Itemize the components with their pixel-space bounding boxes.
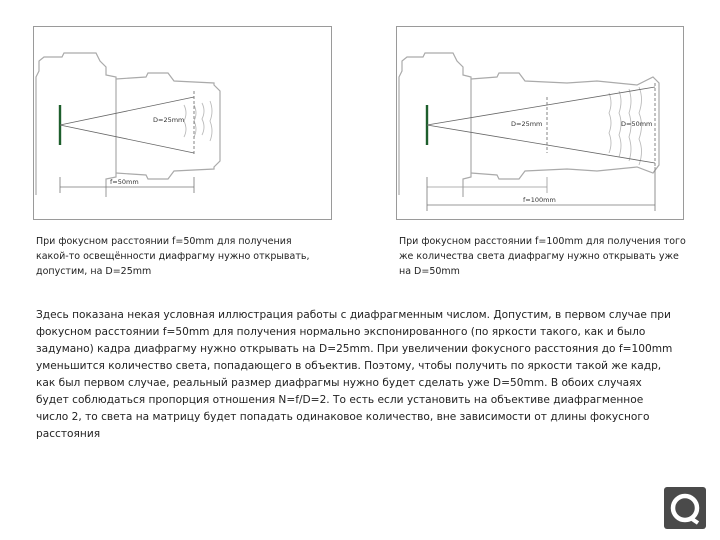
diagram-focal-100 [396,26,684,220]
circle-logo-icon[interactable] [664,487,706,529]
aperture-label: D=25mm [153,116,185,124]
camera-body-outline [399,53,471,197]
caption-left: При фокусном расстоянии f=50mm для получения какой-то освещённости диафрагму нужно открывать, допустим, на D=25mm [36,236,310,277]
light-ray-bottom [60,125,194,153]
explanation-paragraph: Здесь показана некая условная иллюстрация работы с диафрагменным числом. Допустим, в первом случае при фокусном расстоянии f=50mm для получения нормально экспонированного (по яркости такого, как и было задумано) кадра диафрагму нужно открывать на D=25mm. При увеличении фокусного расстояния до f=100mm уменьшится количество света, попадающего в объектив. Поэтому, чтобы получить по яркости такой же кадр, как был первом случае, реальный размер диафрагмы нужно будет сделать уже D=50mm. В обоих случаях будет соблюдаться пропорция отношения N=f/D=2. То есть если установить на объективе диафрагменное число 2, то света на матрицу будет попадать одинаковое количество, вне зависимости от длины фокусного расстояния [36,309,673,440]
aperture-large-label: D=50mm [621,120,653,128]
camera-lens-diagram-100 [397,27,683,219]
camera-body-outline [36,53,116,197]
focus-ring-marks [184,101,212,141]
camera-lens-diagram-50 [34,27,331,219]
aperture-small-label: D=25mm [511,120,543,128]
focal-length-label: f=50mm [110,178,139,186]
caption-right: При фокусном расстоянии f=100mm для получения того же количества света диафрагму нужно открывать уже на D=50mm [399,236,686,277]
diagram-focal-50 [33,26,332,220]
focal-length-label: f=100mm [523,196,556,204]
